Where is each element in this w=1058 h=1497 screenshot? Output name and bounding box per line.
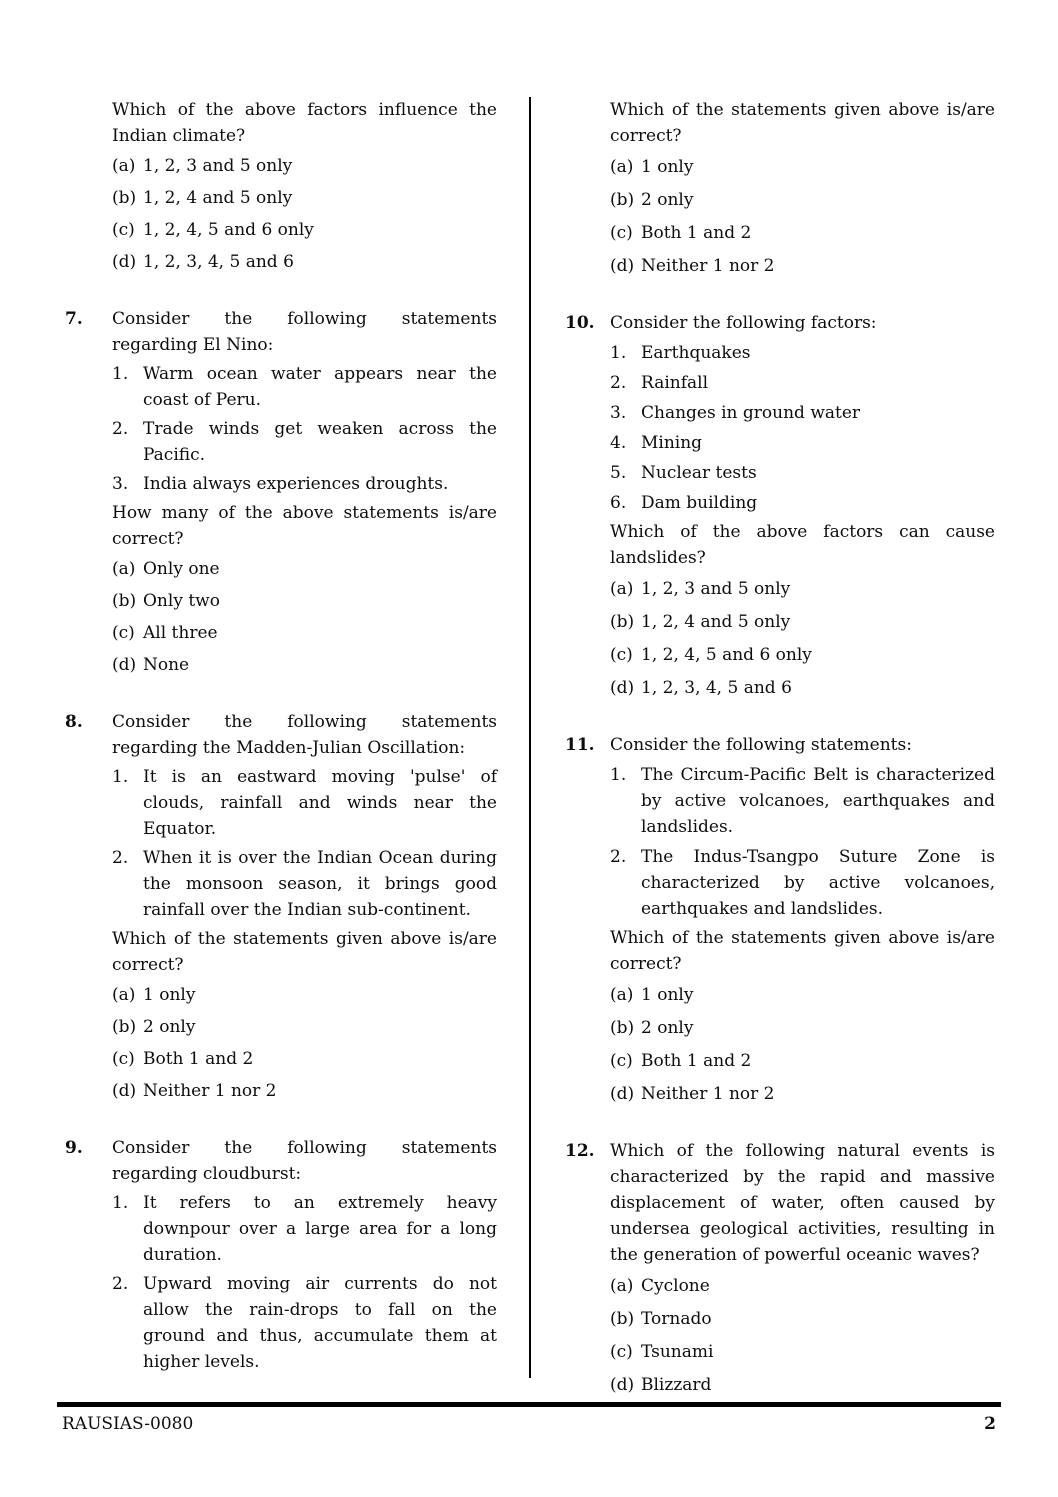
statement-item — [610, 430, 995, 456]
question-number: 11. — [565, 735, 595, 755]
option-text: 1 only — [641, 157, 694, 177]
option-row — [610, 185, 995, 215]
statement-label: 5. — [610, 463, 627, 483]
question-block — [565, 1138, 995, 1400]
option-text: Only two — [143, 591, 220, 611]
option-row — [610, 607, 995, 637]
option-row — [610, 673, 995, 703]
question-body — [112, 306, 497, 680]
option-label: (b) — [112, 188, 137, 208]
option-row — [112, 555, 497, 584]
statement-item — [112, 1271, 497, 1375]
question-number: 10. — [565, 313, 595, 333]
option-label: (c) — [610, 645, 633, 665]
option-label: (a) — [610, 579, 634, 599]
statement-item — [112, 1190, 497, 1268]
question-stem: Which of the above factors influence the Indian climate? — [112, 100, 497, 146]
question-stem: Consider the following statements regarding the Madden-Julian Oscillation: — [112, 712, 497, 758]
option-row — [610, 980, 995, 1010]
option-row — [610, 152, 995, 182]
statement-label: 2. — [112, 419, 129, 439]
statement-item — [112, 764, 497, 842]
option-row — [610, 1013, 995, 1043]
statement-item — [610, 762, 995, 840]
option-row — [112, 152, 497, 181]
question-stem: Which of the statements given above is/are correct? — [610, 100, 995, 146]
statement-item — [610, 460, 995, 486]
option-text: 1, 2, 4, 5 and 6 only — [143, 220, 314, 240]
option-row — [610, 1370, 995, 1400]
option-label: (d) — [610, 1084, 635, 1104]
statement-label: 1. — [112, 1193, 129, 1213]
statement-item — [112, 361, 497, 413]
statement-item — [610, 400, 995, 426]
option-label: (d) — [112, 655, 137, 675]
question-block — [65, 1135, 497, 1375]
option-label: (d) — [112, 252, 137, 272]
statement-item — [610, 340, 995, 366]
option-text: Neither 1 nor 2 — [641, 256, 775, 276]
footer-rule — [57, 1402, 1001, 1407]
statement-item — [112, 845, 497, 923]
option-label: (a) — [112, 559, 136, 579]
statement-label: 1. — [112, 767, 129, 787]
option-label: (b) — [610, 1018, 635, 1038]
question-body — [112, 1135, 497, 1375]
statement-label: 1. — [610, 343, 627, 363]
option-label: (d) — [610, 678, 635, 698]
option-label: (c) — [610, 1342, 633, 1362]
statement-item — [610, 844, 995, 922]
question-number: 12. — [565, 1141, 595, 1161]
option-text: None — [143, 655, 190, 675]
statement-text: India always experiences droughts. — [143, 474, 449, 494]
statement-item — [610, 370, 995, 396]
footer-doc-code: RAUSIAS-0080 — [62, 1414, 194, 1434]
question-post: How many of the above statements is/are correct? — [112, 503, 497, 549]
statement-label: 1. — [112, 364, 129, 384]
statement-item — [112, 416, 497, 468]
question-block — [65, 97, 497, 277]
question-stem: Consider the following statements regarding El Nino: — [112, 309, 497, 355]
option-text: 2 only — [641, 190, 694, 210]
question-number: 7. — [65, 309, 83, 329]
option-row — [112, 248, 497, 277]
option-text: 1, 2, 3 and 5 only — [641, 579, 791, 599]
statement-text: Dam building — [641, 493, 758, 513]
option-row — [112, 651, 497, 680]
option-row — [610, 218, 995, 248]
option-text: Both 1 and 2 — [641, 1051, 752, 1071]
statement-text: It refers to an extremely heavy downpour over a large area for a long duration. — [143, 1193, 497, 1265]
option-row — [112, 619, 497, 648]
option-row — [610, 574, 995, 604]
option-row — [112, 184, 497, 213]
option-row — [610, 1337, 995, 1367]
question-post: Which of the statements given above is/are correct? — [112, 929, 497, 975]
option-text: 1, 2, 3, 4, 5 and 6 — [143, 252, 294, 272]
option-row — [112, 1013, 497, 1042]
statement-text: Rainfall — [641, 373, 709, 393]
option-label: (c) — [112, 1049, 135, 1069]
question-block — [65, 306, 497, 680]
option-text: 1, 2, 3 and 5 only — [143, 156, 293, 176]
option-row — [610, 1079, 995, 1109]
question-body — [610, 310, 995, 703]
option-label: (c) — [610, 1051, 633, 1071]
question-stem: Consider the following factors: — [610, 313, 877, 333]
question-block — [565, 310, 995, 703]
question-number: 9. — [65, 1138, 83, 1158]
option-label: (b) — [610, 1309, 635, 1329]
statement-label: 4. — [610, 433, 627, 453]
column-left — [65, 97, 497, 1404]
option-row — [112, 216, 497, 245]
option-row — [610, 251, 995, 281]
footer-page-number: 2 — [984, 1414, 996, 1434]
option-text: All three — [143, 623, 218, 643]
option-label: (b) — [610, 612, 635, 632]
question-block — [65, 709, 497, 1106]
statement-item — [610, 490, 995, 516]
option-text: Tornado — [641, 1309, 712, 1329]
option-text: 1 only — [641, 985, 694, 1005]
option-text: 2 only — [143, 1017, 196, 1037]
statement-text: Changes in ground water — [641, 403, 861, 423]
statement-label: 3. — [112, 474, 129, 494]
statement-text: Earthquakes — [641, 343, 751, 363]
statement-label: 2. — [610, 373, 627, 393]
option-label: (a) — [112, 156, 136, 176]
option-text: Both 1 and 2 — [641, 223, 752, 243]
option-label: (a) — [112, 985, 136, 1005]
option-label: (d) — [610, 256, 635, 276]
statement-label: 2. — [112, 1274, 129, 1294]
option-row — [610, 640, 995, 670]
statement-label: 2. — [610, 847, 627, 867]
option-text: Only one — [143, 559, 220, 579]
option-text: Blizzard — [641, 1375, 712, 1395]
option-text: 1, 2, 4, 5 and 6 only — [641, 645, 812, 665]
option-label: (a) — [610, 157, 634, 177]
option-text: 1, 2, 4 and 5 only — [641, 612, 791, 632]
question-post: Which of the above factors can cause landslides? — [610, 522, 995, 568]
option-text: Cyclone — [641, 1276, 710, 1296]
statement-text: Trade winds get weaken across the Pacific. — [143, 419, 497, 465]
statement-label: 1. — [610, 765, 627, 785]
statement-text: The Circum-Pacific Belt is characterized by active volcanoes, earthquakes and landslides. — [641, 765, 995, 837]
option-label: (c) — [112, 623, 135, 643]
option-row — [112, 1077, 497, 1106]
statement-text: Upward moving air currents do not allow the rain-drops to fall on the ground and thus, accumulate them at higher levels. — [143, 1274, 497, 1372]
question-stem: Which of the following natural events is characterized by the rapid and massive displacement of water, often caused by undersea geological activities, resulting in the generation of powerful oceanic waves? — [610, 1141, 995, 1265]
statement-label: 2. — [112, 848, 129, 868]
statement-text: Warm ocean water appears near the coast of Peru. — [143, 364, 497, 410]
question-number: 8. — [65, 712, 83, 732]
option-label: (d) — [112, 1081, 137, 1101]
question-stem: Consider the following statements regarding cloudburst: — [112, 1138, 497, 1184]
statement-label: 6. — [610, 493, 627, 513]
question-body — [610, 97, 995, 281]
option-label: (b) — [112, 591, 137, 611]
statement-text: Nuclear tests — [641, 463, 757, 483]
statement-item — [112, 471, 497, 497]
option-text: Both 1 and 2 — [143, 1049, 254, 1069]
question-body — [112, 97, 497, 277]
statement-text: Mining — [641, 433, 703, 453]
option-row — [610, 1271, 995, 1301]
option-text: 1, 2, 3, 4, 5 and 6 — [641, 678, 792, 698]
option-label: (a) — [610, 985, 634, 1005]
question-body — [610, 732, 995, 1109]
question-stem: Consider the following statements: — [610, 735, 912, 755]
option-label: (b) — [112, 1017, 137, 1037]
option-row — [610, 1046, 995, 1076]
question-block — [565, 732, 995, 1109]
question-body — [610, 1138, 995, 1400]
statement-text: When it is over the Indian Ocean during the monsoon season, it brings good rainfall over the Indian sub-continent. — [143, 848, 497, 920]
question-post: Which of the statements given above is/are correct? — [610, 928, 995, 974]
option-label: (c) — [610, 223, 633, 243]
column-right — [565, 97, 995, 1429]
statement-label: 3. — [610, 403, 627, 423]
option-label: (d) — [610, 1375, 635, 1395]
option-text: 1, 2, 4 and 5 only — [143, 188, 293, 208]
option-text: Neither 1 nor 2 — [143, 1081, 277, 1101]
question-number — [65, 97, 112, 277]
question-body — [112, 709, 497, 1106]
option-row — [610, 1304, 995, 1334]
column-divider — [529, 97, 531, 1378]
option-label: (c) — [112, 220, 135, 240]
option-text: 2 only — [641, 1018, 694, 1038]
option-text: Tsunami — [641, 1342, 714, 1362]
option-label: (a) — [610, 1276, 634, 1296]
option-row — [112, 1045, 497, 1074]
statement-text: The Indus-Tsangpo Suture Zone is characterized by active volcanoes, earthquakes and landslides. — [641, 847, 995, 919]
option-text: Neither 1 nor 2 — [641, 1084, 775, 1104]
question-number — [565, 97, 610, 281]
statement-text: It is an eastward moving 'pulse' of clouds, rainfall and winds near the Equator. — [143, 767, 497, 839]
option-row — [112, 587, 497, 616]
option-row — [112, 981, 497, 1010]
option-text: 1 only — [143, 985, 196, 1005]
option-label: (b) — [610, 190, 635, 210]
question-block — [565, 97, 995, 281]
